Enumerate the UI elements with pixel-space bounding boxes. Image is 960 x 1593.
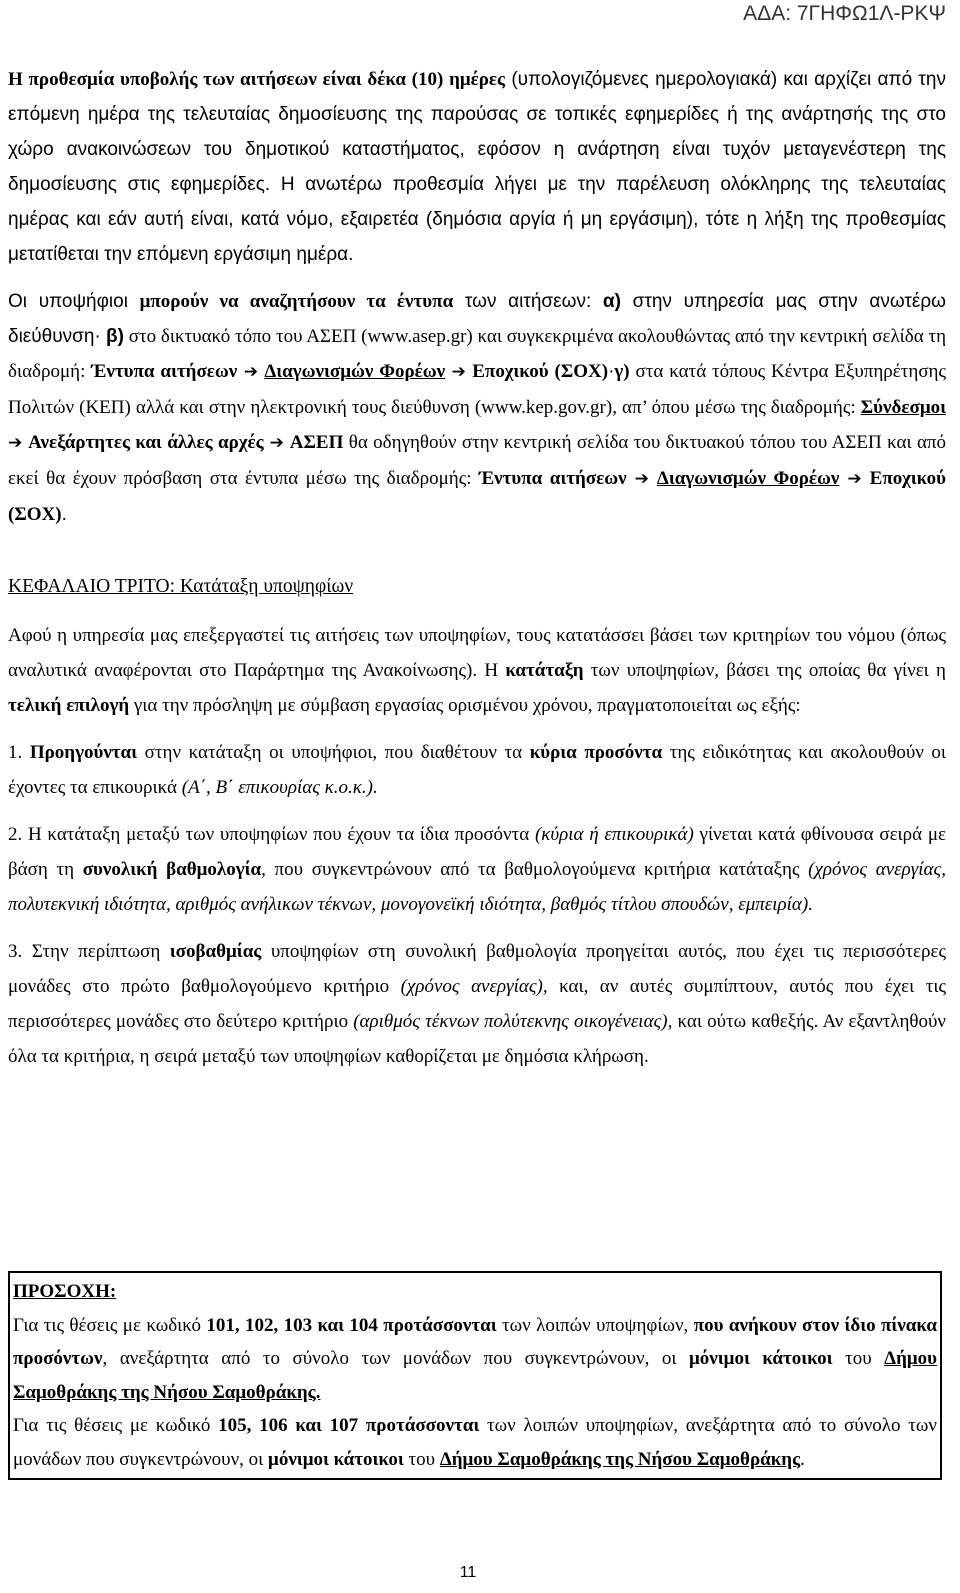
item-text: και, αν αυτές συμπίπτουν, αυτός που έχει τις περισσότερες μονάδες στο δεύτερο κριτήριο xyxy=(8,976,946,1032)
deadline-text: (υπολογιζόμενες ημερολογιακά) και αρχίζει από την επόμενη ημέρα της τελευταίας δημοσίευσης της παρούσας σε τοπικές εφημερίδες ή της ανάρτησής της στο χώρο ανακοινώσεων του δημοτικού καταστήματος, εφόσον η ανάρτηση είναι τυχόν μεταγενέστερη της δημοσίευσης στις εφημερίδες. xyxy=(8,69,946,195)
notice-text: Για τις θέσεις με κωδικό xyxy=(13,1415,219,1436)
ada-code: ΑΔΑ: 7ΓΗΦΩ1Λ-ΡΚΨ xyxy=(743,2,946,25)
forms-item-c: γ) xyxy=(614,361,630,382)
list-item-2 xyxy=(8,817,946,922)
ranking-bold: κατάταξη xyxy=(505,660,584,681)
notice-box xyxy=(8,1271,942,1480)
asep-path-step: Έντυπα αιτήσεων xyxy=(91,361,238,382)
forms-text: στην υπηρεσία μας στην ανωτέρω διεύθυνση· xyxy=(8,291,947,347)
notice-bold: μόνιμοι κάτοικοι xyxy=(268,1448,404,1470)
deadline-bold: Η προθεσμία υποβολής των αιτήσεων είναι δέκα (10) ημέρες xyxy=(8,69,506,90)
forms-text: στα κατά τόπους Κέντρα Εξυπηρέτησης Πολιτών (ΚΕΠ) αλλά και στην ηλεκτρονική τους διεύθυνση (www.kep.gov.gr), απ’ όπου μέσω της διαδρομής: xyxy=(8,361,947,418)
notice-bold: που ανήκουν στον ίδιο πίνακα προσόντων xyxy=(13,1314,937,1369)
notice-text: του xyxy=(403,1448,440,1470)
item-italic: (χρόνος ανεργίας, πολυτεκνική ιδιότητα, αριθμός ανήλικων τέκνων, μονογονεϊκή ιδιότητα, βαθμός τίτλου σπουδών, εμπειρία). xyxy=(8,859,946,915)
asep-path-step: Διαγωνισμών Φορέων xyxy=(264,361,446,382)
asep-path-step: Εποχικού (ΣΟΧ) xyxy=(472,361,609,382)
ranking-text: Αφού η υπηρεσία μας επεξεργαστεί τις αιτήσεις των υποψηφίων, τους κατατάσσει βάσει των κριτηρίων του νόμου (όπως αναλυτικά αναφέρονται στο Παράρτημα της Ανακοίνωσης). Η xyxy=(8,625,946,681)
ranking-text: των υποψηφίων, βάσει της οποίας θα γίνει η xyxy=(583,660,946,681)
forms-text: των αιτήσεων: xyxy=(453,291,603,312)
forms-item-b: β) xyxy=(106,326,124,347)
item-text: , που συγκεντρώνουν από τα βαθμολογούμενα κριτήρια κατάταξης xyxy=(261,859,809,880)
notice-title: ΠΡΟΣΟΧΗ: xyxy=(13,1281,117,1302)
notice-bold: 101, 102, 103 και 104 προτάσσονται xyxy=(206,1314,497,1336)
item-bold: Προηγούνται xyxy=(29,742,138,763)
notice-text: , ανεξάρτητα από το σύνολο των μονάδων που συγκεντρώνουν, οι xyxy=(102,1348,690,1369)
forms-text: στο δικτυακό τόπο του ΑΣΕΠ (www.asep.gr) και συγκεκριμένα ακολουθώντας από την κεντρική σελίδα τη διαδρομή: xyxy=(8,326,947,382)
forms-text: Οι υποψήφιοι xyxy=(8,291,140,312)
asep-path-step: Εποχικού (ΣΟΧ) xyxy=(8,468,947,525)
ranking-bold: τελική επιλογή xyxy=(8,695,130,716)
forms-bold: μπορούν να αναζητήσουν τα έντυπα xyxy=(139,291,454,312)
arrow-icon: ➔ xyxy=(8,433,23,453)
document-body xyxy=(8,62,946,1074)
kep-path-step: ΑΣΕΠ xyxy=(289,432,344,453)
arrow-icon: ➔ xyxy=(634,469,649,489)
deadline-text-2: Η ανωτέρω προθεσμία λήγει με την παρέλευση ολόκληρης της τελευταίας ημέρας και εάν αυτή είναι, κατά νόμο, εξαιρετέα (δημόσια αργία ή μη εργάσιμη), τότε η λήξη της προθεσμίας μετατίθεται την επόμενη εργάσιμη ημέρα. xyxy=(8,174,946,265)
forms-text: θα οδηγηθούν στην κεντρική σελίδα του δικτυακού τόπου του ΑΣΕΠ και από εκεί θα έχουν πρόσβαση στα έντυπα μέσω της διαδρομής: xyxy=(8,432,947,489)
notice-text: των λοιπών υποψηφίων, xyxy=(496,1314,694,1336)
item-text: της ειδικότητας και ακολουθούν οι έχοντες τα επικουρικά xyxy=(8,742,946,798)
item-italic: (Α΄, Β΄ επικουρίας κ.ο.κ.). xyxy=(181,777,378,798)
notice-bold: μόνιμοι κάτοικοι xyxy=(689,1348,833,1369)
item-text: και ούτω καθεξής. Αν εξαντληθούν όλα τα κριτήρια, η σειρά μεταξύ των υποψηφίων καθορίζεται με δημόσια κλήρωση. xyxy=(8,1011,946,1067)
item-italic: (κύρια ή επικουρικά) xyxy=(534,824,694,845)
forms-text: · xyxy=(608,361,615,382)
item-text: υποψηφίων στη συνολική βαθμολογία προηγείται αυτός, που έχει τις περισσότερες μονάδες στο πρώτο βαθμολογούμενο κριτήριο xyxy=(8,941,946,997)
chapter-heading: ΚΕΦΑΛΑΙΟ ΤΡΙΤΟ: Κατάταξη υποψηφίων xyxy=(8,576,354,597)
item-bold: συνολική βαθμολογία xyxy=(82,859,262,880)
notice-text: . xyxy=(800,1448,805,1470)
list-item-3 xyxy=(8,934,946,1074)
arrow-icon: ➔ xyxy=(243,362,258,382)
arrow-icon: ➔ xyxy=(451,362,466,382)
notice-text: του xyxy=(832,1348,885,1369)
asep-path-step: Διαγωνισμών Φορέων xyxy=(656,468,840,489)
list-item-1 xyxy=(8,735,946,805)
item-italic: (χρόνος ανεργίας), xyxy=(400,976,548,997)
arrow-icon: ➔ xyxy=(269,433,284,453)
item-bold: κύρια προσόντα xyxy=(529,742,663,763)
notice-text: των λοιπών υποψηφίων, ανεξάρτητα από το σύνολο των μονάδων που συγκεντρώνουν, οι xyxy=(13,1415,937,1470)
asep-path-step: Έντυπα αιτήσεων xyxy=(478,468,627,489)
item-text: στην κατάταξη οι υποψήφιοι, που διαθέτουν τα xyxy=(137,742,530,763)
item-text: 1. xyxy=(8,742,30,763)
paragraph-forms xyxy=(8,284,946,532)
notice-text: Για τις θέσεις με κωδικό xyxy=(13,1314,207,1336)
ranking-text: για την πρόσληψη με σύμβαση εργασίας ορισμένου χρόνου, πραγματοποιείται ως εξής: xyxy=(129,695,801,716)
forms-item-a: α) xyxy=(602,291,621,312)
arrow-icon: ➔ xyxy=(847,469,862,489)
kep-path-step: Ανεξάρτητες και άλλες αρχές xyxy=(28,432,264,453)
item-text: 3. Στην περίπτωση xyxy=(8,941,170,962)
notice-municipality: Δήμου Σαμοθράκης της Νήσου Σαμοθράκης. xyxy=(13,1348,938,1403)
page-number: 11 xyxy=(459,1564,477,1581)
item-bold: ισοβαθμίας xyxy=(169,941,262,962)
item-text: 2. Η κατάταξη μεταξύ των υποψηφίων που έχουν τα ίδια προσόντα xyxy=(8,824,535,845)
notice-paragraph-2 xyxy=(13,1409,937,1476)
forms-text: . xyxy=(61,504,67,525)
notice-bold: 105, 106 και 107 προτάσσονται xyxy=(218,1415,480,1436)
paragraph-deadline xyxy=(8,62,946,272)
item-text: γίνεται κατά φθίνουσα σειρά με βάση τη xyxy=(8,824,946,880)
paragraph-ranking-intro xyxy=(8,618,946,723)
kep-path-step: Σύνδεσμοι xyxy=(860,397,946,418)
notice-municipality: Δήμου Σαμοθράκης της Νήσου Σαμοθράκης xyxy=(439,1448,801,1470)
item-italic: (αριθμός τέκνων πολύτεκνης οικογένειας), xyxy=(353,1011,673,1032)
notice-paragraph-1 xyxy=(13,1309,937,1410)
